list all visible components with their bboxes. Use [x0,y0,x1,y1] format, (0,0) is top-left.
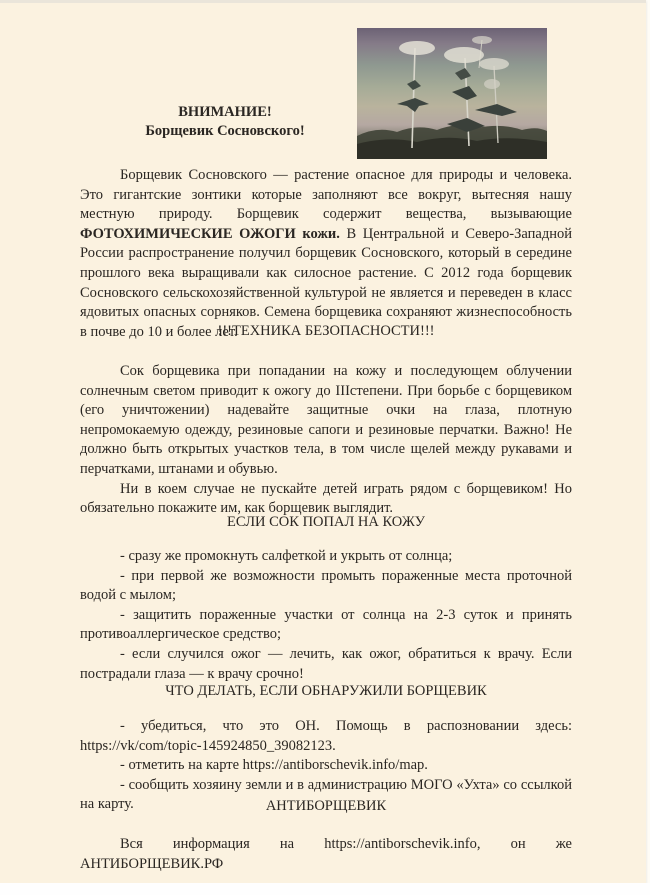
safety-paragraph-1: Сок борщевика при попадании на кожу и последующем облучении солнечным светом приводит к ожогу до IIIстепени. При борьбе с борщевиком (его уничтожении) надевайте защитные очки на глаза, плотную непромокаемую одежду, резиновые сапоги и резиновые перчатки. Важно! Не должно быть открытых участков тела, в том числе щелей между рукавами и перчатками, штанами и обувью. [80,363,572,477]
intro-bold-warning: ФОТОХИМИЧЕСКИЕ ОЖОГИ кожи. [80,225,340,242]
skin-contact-item: - при первой же возможности промыть пораженные места проточной водой с мылом; [80,567,572,604]
safety-paragraph-2: Ни в коем случае не пускайте детей играть рядом с борщевиком! Но обязательно покажите им, как борщевик выглядит. [80,480,572,517]
found-heading: ЧТО ДЕЛАТЬ, ЕСЛИ ОБНАРУЖИЛИ БОРЩЕВИК [165,683,487,699]
skin-contact-heading: ЕСЛИ СОК ПОПАЛ НА КОЖУ [227,514,425,530]
safety-section [80,362,572,519]
anti-section [80,835,572,874]
intro-section [80,166,572,342]
leaflet-title [110,103,340,141]
anti-info-text: Вся информация на https://antiborschevik.info, он же АНТИБОРЩЕВИК.РФ [80,836,572,872]
hogweed-photo [357,28,547,159]
intro-text-start: Борщевик Сосновского — растение опасное для природы и человека. Это гигантские зонтики которые заполняют все вокруг, вытесняя нашу местную природу. Борщевик содержит вещества, вызывающие [80,167,572,223]
safety-heading: !!!ТЕХНИКА БЕЗОПАСНОСТИ!!! [217,323,435,339]
skin-contact-item: - защитить пораженные участки от солнца на 2-3 суток и принять противоаллергическое средство; [80,606,572,643]
hogweed-plant-icon [357,28,547,159]
intro-text-end: В Центральной и Северо-Западной России распространение получил борщевик Сосновского, который в середине прошлого века выращивали как силосное растение. С 2012 года борщевик Сосновского сельскохозяйственной культурой не является и переведен в класс ядовитых опасных сорняков. Семена борщевика сохраняют жизнеспособность в почве до 10 и более лет. [80,225,572,340]
skin-contact-list [80,547,572,684]
intro-paragraph [80,166,572,342]
found-item: - убедиться, что это ОН. Помощь в распозновании здесь: https://vk/com/topic-145924850_39082123. [80,718,572,754]
skin-contact-item: - сразу же промокнуть салфеткой и укрыть от солнца; [120,548,453,564]
title-plant-name: Борщевик Сосновского! [145,123,305,139]
found-item: - отметить на карте https://antiborschevik.info/map. [120,757,428,774]
scan-margin [0,883,650,895]
title-warning: ВНИМАНИЕ! [178,104,272,120]
found-item: - сообщить хозяину земли и в администрацию МОГО «Ухта» со ссылкой на карту. [80,776,572,813]
skin-contact-item: - если случился ожог — лечить, как ожог, обратиться к врачу. Если пострадали глаза — к врачу срочно! [80,645,572,682]
paper-edge [0,0,646,3]
anti-heading: АНТИБОРЩЕВИК [265,798,387,814]
